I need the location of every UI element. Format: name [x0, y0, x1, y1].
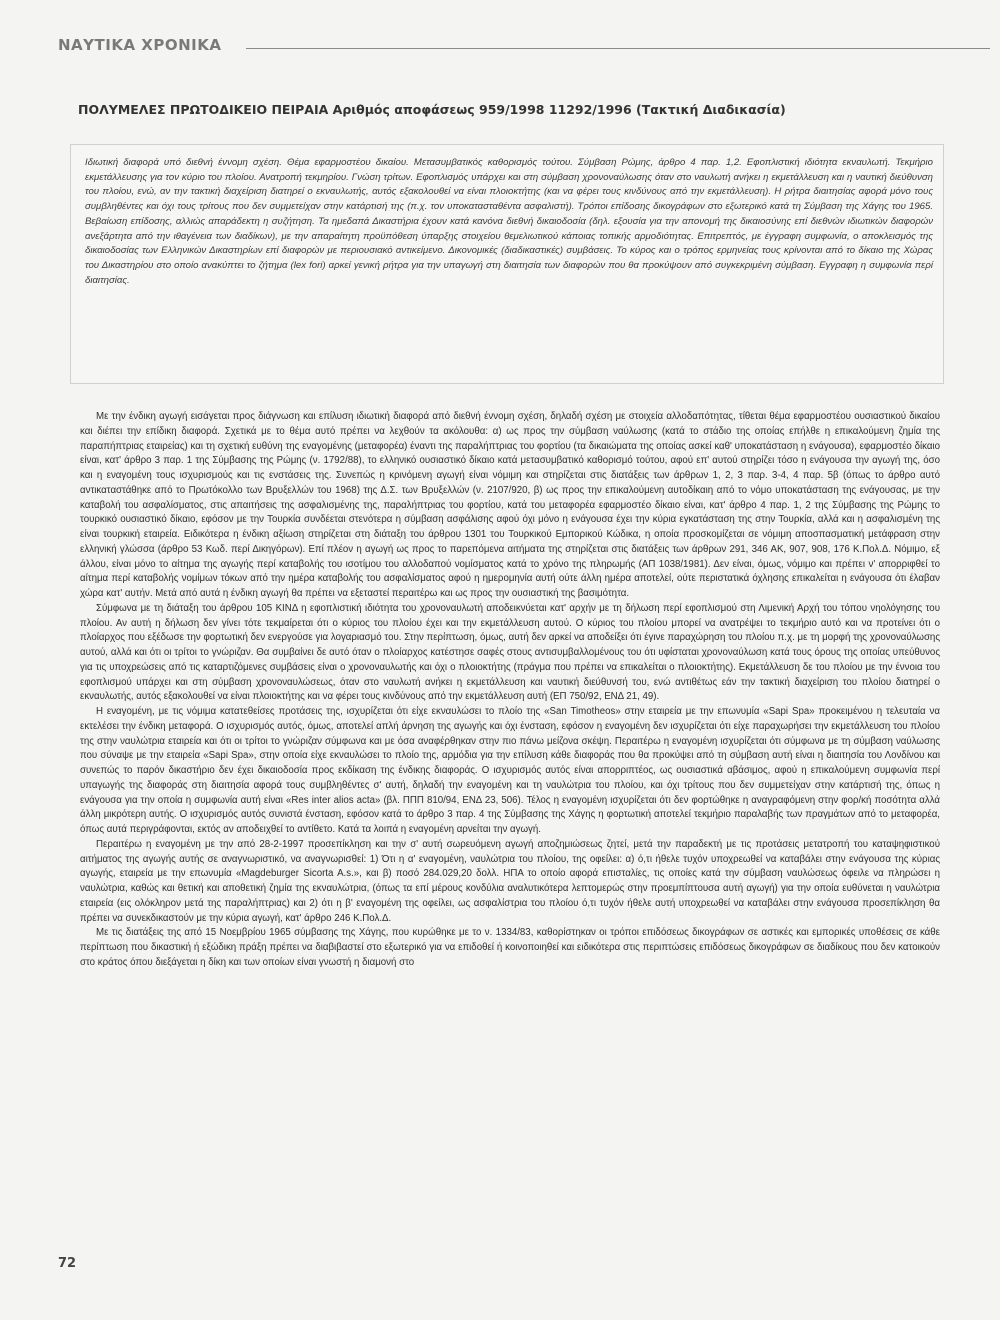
running-header [58, 36, 990, 58]
body-paragraph: Σύμφωνα με τη διάταξη του άρθρου 105 ΚΙΝΔ η εφοπλιστική ιδιότητα του χρονοναυλωτή αποδεικνύεται κατ' αρχήν με τη δήλωση περί εφοπλισμού στη Λιμενική Αρχή του τόπου νηολόγησης του πλοίου. Αν αυτή η δήλωση δεν γίνει τότε τεκμαίρεται ότι ο κύριος του πλοίου έχει και την εκμετάλλευση αυτού. Ο κύριος του πλοίου μπορεί να ανατρέψει το τεκμήριο αυτό και να προτείνει ότι ο πλοίαρχος που εξέδωσε την φορτωτική δεν ενεργούσε για λογαριασμό του. Στην περίπτωση, όμως, αυτή δεν αρκεί να αποδείξει ότι έγινε παραχώρηση του πλοίου π.χ. με τη μορφή της χρονοναύλωσης αυτού, αλλά και ότι οι τρίτοι το γνώριζαν. Θα συμβαίνει δε αυτό όταν ο πλοίαρχος κατέστησε σαφές στους αντισυμβαλλομένους του ότι υφίσταται χρονοναύλωση κατά τους όρους της οποίας υπεύθυνος για τις υποχρεώσεις από τις καταρτιζόμενες συμβάσεις είναι ο χρονοναυλωτής και όχι ο πλοιοκτήτης (πράγμα που πρέπει να επικαλείται ο πλοιοκτήτης). Εκμετάλλευση δε του πλοίου με την έννοια του εφοπλισμού υπάρχει και στη σύμβαση χρονοναυλώσεως, όταν στο ναυλωτή ανήκει η εκμετάλλευση και ναυτική διεύθυνσή του, ενώ αντιθέτως εάν την τακτική διαχείριση του πλοίου διατηρεί ο εκναυλωτής, αυτός εξακολουθεί να είναι πλοιοκτήτης και να φέρει τους κινδύνους από την εκμετάλλευση αυτή (ΕΠ 750/92, ΕΝΔ 21, 49). [80, 602, 940, 703]
article-body [80, 410, 940, 971]
summary-text: Ιδιωτική διαφορά υπό διεθνή έννομη σχέση. Θέμα εφαρμοστέου δικαίου. Μετασυμβατικός καθορισμός τούτου. Σύμβαση Ρώμης, άρθρο 4 παρ. 1,2. Εφοπλιστική ιδιότητα εκναυλωτή. Τεκμήριο εκμετάλλευσης για τον κύριο του πλοίου. Ανατροπή τεκμηρίου. Γνώση τρίτων. Εφοπλισμός υπάρχει και στη σύμβαση χρονοναύλωσης όταν στο ναυλωτή ανήκει η εκμετάλλευση και η ναυτική διεύθυνση του πλοίου, ενώ, αν την τακτική διαχείριση διατηρεί ο εκναυλωτής, αυτός εξακολουθεί να είναι πλοιοκτήτης (και να φέρει τους κινδύνους από την εκμετάλλευση). Η ρήτρα διαιτησίας αφορά μόνο τους συμβληθέντες και όχι τους τρίτους που δεν συμμετείχαν στην κατάρτισή της (π.χ. τον υποκατασταθέντα ασφαλιστή). Τρόποι επίδοσης δικογράφων στο εξωτερικό κατά τη Σύμβαση της Χάγης του 1965. Βεβαίωση επίδοσης, αλλιώς απαράδεκτη η συζήτηση. Τα ημεδαπά Δικαστήρια έχουν κατά κανόνα διεθνή δικαιοδοσία (δηλ. εξουσία για την απονομή της δικαιοσύνης επί διεθνών ιδιωτικών διαφορών ανεξάρτητα από την ιθαγένεια των διαδίκων), με την απαραίτητη προϋπόθεση ύπαρξης στοιχείου θεμελιωτικού κάποιας τοπικής αρμοδιότητας. Επιτρεπτός, με έγγραφη συμφωνία, ο αποκλεισμός της δικαιοδοσίας των Ελληνικών Δικαστηρίων επί διαφορών με περιουσιακό αντικείμενο. Δικονομικές (διαδικαστικές) συμβάσεις. Το κύρος και ο τρόπος ερμηνείας τους κρίνονται από το δίκαιο της Χώρας του Δικαστηρίου στο οποίο ανακύπτει το ζήτημα (lex fori) αρκεί γενική ρήτρα για την υπαγωγή στη διαιτησία των διαφορών που θα προκύψουν από συγκεκριμένη σύμβαση. Εγγραφη η συμφωνία περί διαιτησίας. [85, 157, 933, 286]
body-paragraph: Με την ένδικη αγωγή εισάγεται προς διάγνωση και επίλυση ιδιωτική διαφορά από διεθνή έννομη σχέση, δηλαδή σχέση με στοιχεία αλλοδαπότητας, τίθεται θέμα εφαρμοστέου ουσιαστικού δικαίου και διέπει την επίδικη διαφορά. Σχετικά με το θέμα αυτό πρέπει να λεχθούν τα ακόλουθα: α) ως προς την σύμβαση ναύλωσης (κατά το στάδιο της οποίας επήλθε η επικαλούμενη ζημία της παραπήπτριας εταιρείας) και τη σχετική ευθύνη της εναγομένης (μεταφορέα) έναντι της παραλήπτριας του φορτίου (τα δικαιώματα της οποίας ασκεί καθ' υποκατάσταση η ενάγουσα), εφαρμοστέο δίκαιο είναι, κατ' άρθρο 3 παρ. 1 της Σύμβασης της Ρώμης (ν. 1792/88), το ελληνικό ουσιαστικό δίκαιο κατά μετασυμβατικό καθορισμό τούτου, αφού επ' αυτού στηρίζει τόσο η ενάγουσα την αγωγή της, όσο και η εναγομένη τους ισχυρισμούς και τις ενστάσεις της. Συνεπώς η κρινόμενη αγωγή είναι νόμιμη και στηρίζεται στις διατάξεις των άρθρων 1, 2, 3 παρ. 3-4, 4 παρ. 5β (όπως το άρθρο αυτό αντικαταστάθηκε από το Πρωτόκολλο των Βρυξελλών του 1968) της Δ.Σ. των Βρυξελλών (ν. 2107/920, β) ως προς την επικαλούμενη αυτοδίκαιη από το νόμο υποκατάσταση της ενάγουσας, με την καταβολή του ασφαλίσματος, στις απαιτήσεις της ασφαλισμένης της, παραλήπτριας του φορτίου, κατά του μεταφορέα εφαρμοστέο δίκαιο είναι, κατ' άρθρο 4 παρ. 1, 2 της Σύμβασης της Ρώμης το τουρκικό ουσιαστικό δίκαιο, εφόσον με την Τουρκία συνδέεται στενότερα η σύμβαση ασφάλισης αφού όχι μόνο η ενάγουσα έχει την κύρια εγκατάσταση της στην Τουρκία, αλλά και η ασφαλισμένη της είναι τουρκική εταιρεία. Ειδικότερα η ένδικη αξίωση στηρίζεται στη διάταξη του άρθρου 1301 του Τουρκικού Εμπορικού Κώδικα, η οποία προσκομίζεται σε νόμιμη αποσπασματική μετάφραση στην ελληνική γλώσσα (άρθρο 53 Κωδ. περί Δικηγόρων). Επί πλέον η αγωγή ως προς το παρεπόμενα αιτήματα της στηρίζεται στις διατάξεις των άρθρων 291, 346 ΑΚ, 907, 908, 176 Κ.Πολ.Δ. Νόμιμο, εξ άλλου, είναι μόνο το αίτημα της αγωγής περί καταβολής του ισοτίμου του αλλοδαπού νομίσματος κατά το χρόνο της πληρωμής (ΑΠ 1038/1981). Δεν είναι, όμως, νόμιμο και πρέπει ν' απορριφθεί το αίτημα περί καταβολής νομίμων τόκων από την ημέρα καταβολής του ασφαλίσματος αφού η ημερομηνία αυτή ούτε άλλη ημέρα αποτελεί, ούτε περιστατικά όχλησης επικαλείται η ενάγουσα ότι έλαβαν χώρα κατ' αυτήν. Μετά από αυτά η ένδικη αγωγή θα πρέπει να εξεταστεί περαιτέρω και ως προς την ουσιαστική της βασιμότητα. [80, 411, 940, 599]
summary-box [70, 144, 944, 384]
page-number: 72 [58, 1256, 77, 1271]
body-paragraph: Με τις διατάξεις της από 15 Νοεμβρίου 1965 σύμβασης της Χάγης, που κυρώθηκε με το ν. 1334/83, καθορίστηκαν οι τρόποι επιδόσεως δικογράφων σε αστικές και εμπορικές υποθέσεις σε κάθε περίπτωση που δικαστική ή εξώδικη πράξη πρέπει να διαβιβαστεί στο εξωτερικό για να επιδοθεί ή κοινοποιηθεί και ειδικότερα στις περιπτώσεις επιδόσεως δικογράφων σε διαδίκους που δεν κατοικούν στο κράτος όπου διεξάγεται η δίκη και των οποίων είναι γνωστή η διαμονή στο [80, 927, 940, 968]
case-heading: ΠΟΛΥΜΕΛΕΣ ΠΡΩΤΟΔΙΚΕΙΟ ΠΕΙΡΑΙΑ Αριθμός αποφάσεως 959/1998 11292/1996 (Τακτική Διαδικασία) [78, 102, 786, 117]
header-rule [246, 48, 990, 49]
body-paragraph: Περαιτέρω η εναγομένη με την από 28-2-1997 προσεπίκληση και την σ' αυτή σωρευόμενη αγωγή αποζημιώσεως ζητεί, μετά την παραδεκτή με τις προτάσεις μετατροπή του καταψηφιστικού αιτήματος της αγωγής αυτής σε αναγνωριστικό, να αναγνωρισθεί: 1) Ότι η α' εναγομένη, ναυλώτρια του πλοίου, της οφείλει: α) ό,τι ήθελε τυχόν υποχρεωθεί να καταβάλει στην ενάγουσα της κύριας αγωγής, εταιρεία με την επωνυμία «Magdeburger Sicorta A.s.», και β) ποσό 284.029,20 δολλ. ΗΠΑ το οποίο αφορά επισταλίες, τις οποίες κατά την σύμβαση ναυλώσεως όφειλε να πληρώσει η ναυλώτρια, καθώς και θετική και αποθετική ζημία της εκναυλώτρια, (όπως τα επί μέρους κονδύλια αναλυτικότερα λεπτομερώς στην προεμπίπτουσα αυτή αγωγή) για την οποία ευθύνεται η ναυλώτρια εταιρεία (εις ολόκληρον μετά της παραλήπτριας) και 2) ότι η β' εναγομένη της οφείλει, ως ασφαλίστρια του πλοίου ό,τι τυχόν ήθελε αυτή υποχρεωθεί να καταβάλει στην ενάγουσα προσεπίκληση θα πρέπει να συνεκδικαστούν με την κύρια αγωγή, κατ' άρθρο 246 Κ.Πολ.Δ. [80, 838, 940, 924]
body-paragraph: Η εναγομένη, με τις νόμιμα κατατεθείσες προτάσεις της, ισχυρίζεται ότι είχε εκναυλώσει το πλοίο της «San Timotheos» στην εταιρεία με την επωνυμία «Sapi Spa» προκειμένου η τελευταία να εκτελέσει την ένδικη μεταφορά. Ο ισχυρισμός αυτός, όμως, αποτελεί απλή άρνηση της αγωγής και όχι ένσταση, εφόσον η εναγομένη δεν ισχυρίζεται ότι είχε παραχωρήσει την εκμετάλλευση του πλοίου της στην ναυλώτρια εταιρεία και ότι οι τρίτοι το γνώριζαν σύμφωνα και με όσα αναφέρθηκαν στην πιο πάνω μείζονα σκέψη. Περαιτέρω η εναγομένη ισχυρίζεται ότι σύμφωνα με τη σύμβαση ναύλωσης που σύναψε με την εταιρεία «Sapi Spa», στην οποία είχε εκναυλώσει το πλοίο της, αρμόδια για την επίλυση κάθε διαφοράς που θα προκύψει από τη σύμβαση αυτή είναι η διαιτησία του Λονδίνου και συνεπώς το παρόν δικαστήριο δεν έχει δικαιοδοσία προς εκδίκαση της ένδικης διαφοράς. Ο ισχυρισμός αυτός είναι απορριπτέος, ως ουσιαστικά αβάσιμος, αφού η επικαλούμενη συμφωνία περί υπαγωγής της διαφοράς στη διαιτησία αφορά τους συμβληθέντες σ' αυτή, δηλαδή την εναγομένη και τη ναυλώτρια του πλοίου, και όχι τρίτους που δεν συμμετείχαν στην κατάρτισή της, όπως η ενάγουσα για την οποία η συμφωνία αυτή είναι «Res inter alios acta» (βλ. ΠΠΠ 810/94, ΕΝΔ 23, 506). Τέλος η εναγομένη ισχυρίζεται ότι δεν φορτώθηκε η αναγραφόμενη στην φορ/κή ποσότητα αλλά άλλη μικρότερη αυτής. Ο ισχυρισμός αυτός συνιστά ένσταση, εφόσον κατά το άρθρο 3 παρ. 4 της Σύμβασης της Χάγης η φορτωτική αποτελεί τεκμήριο παραλαβής των πραγμάτων από το μεταφορέα, όπως αυτά περιγράφονται, εκτός αν αποδειχθεί το αντίθετο. Κατά τα λοιπά η εναγομένη αρνείται την αγωγή. [80, 706, 940, 835]
magazine-title: ΝΑΥΤΙΚΑ ΧΡΟΝΙΚΑ [58, 36, 222, 54]
